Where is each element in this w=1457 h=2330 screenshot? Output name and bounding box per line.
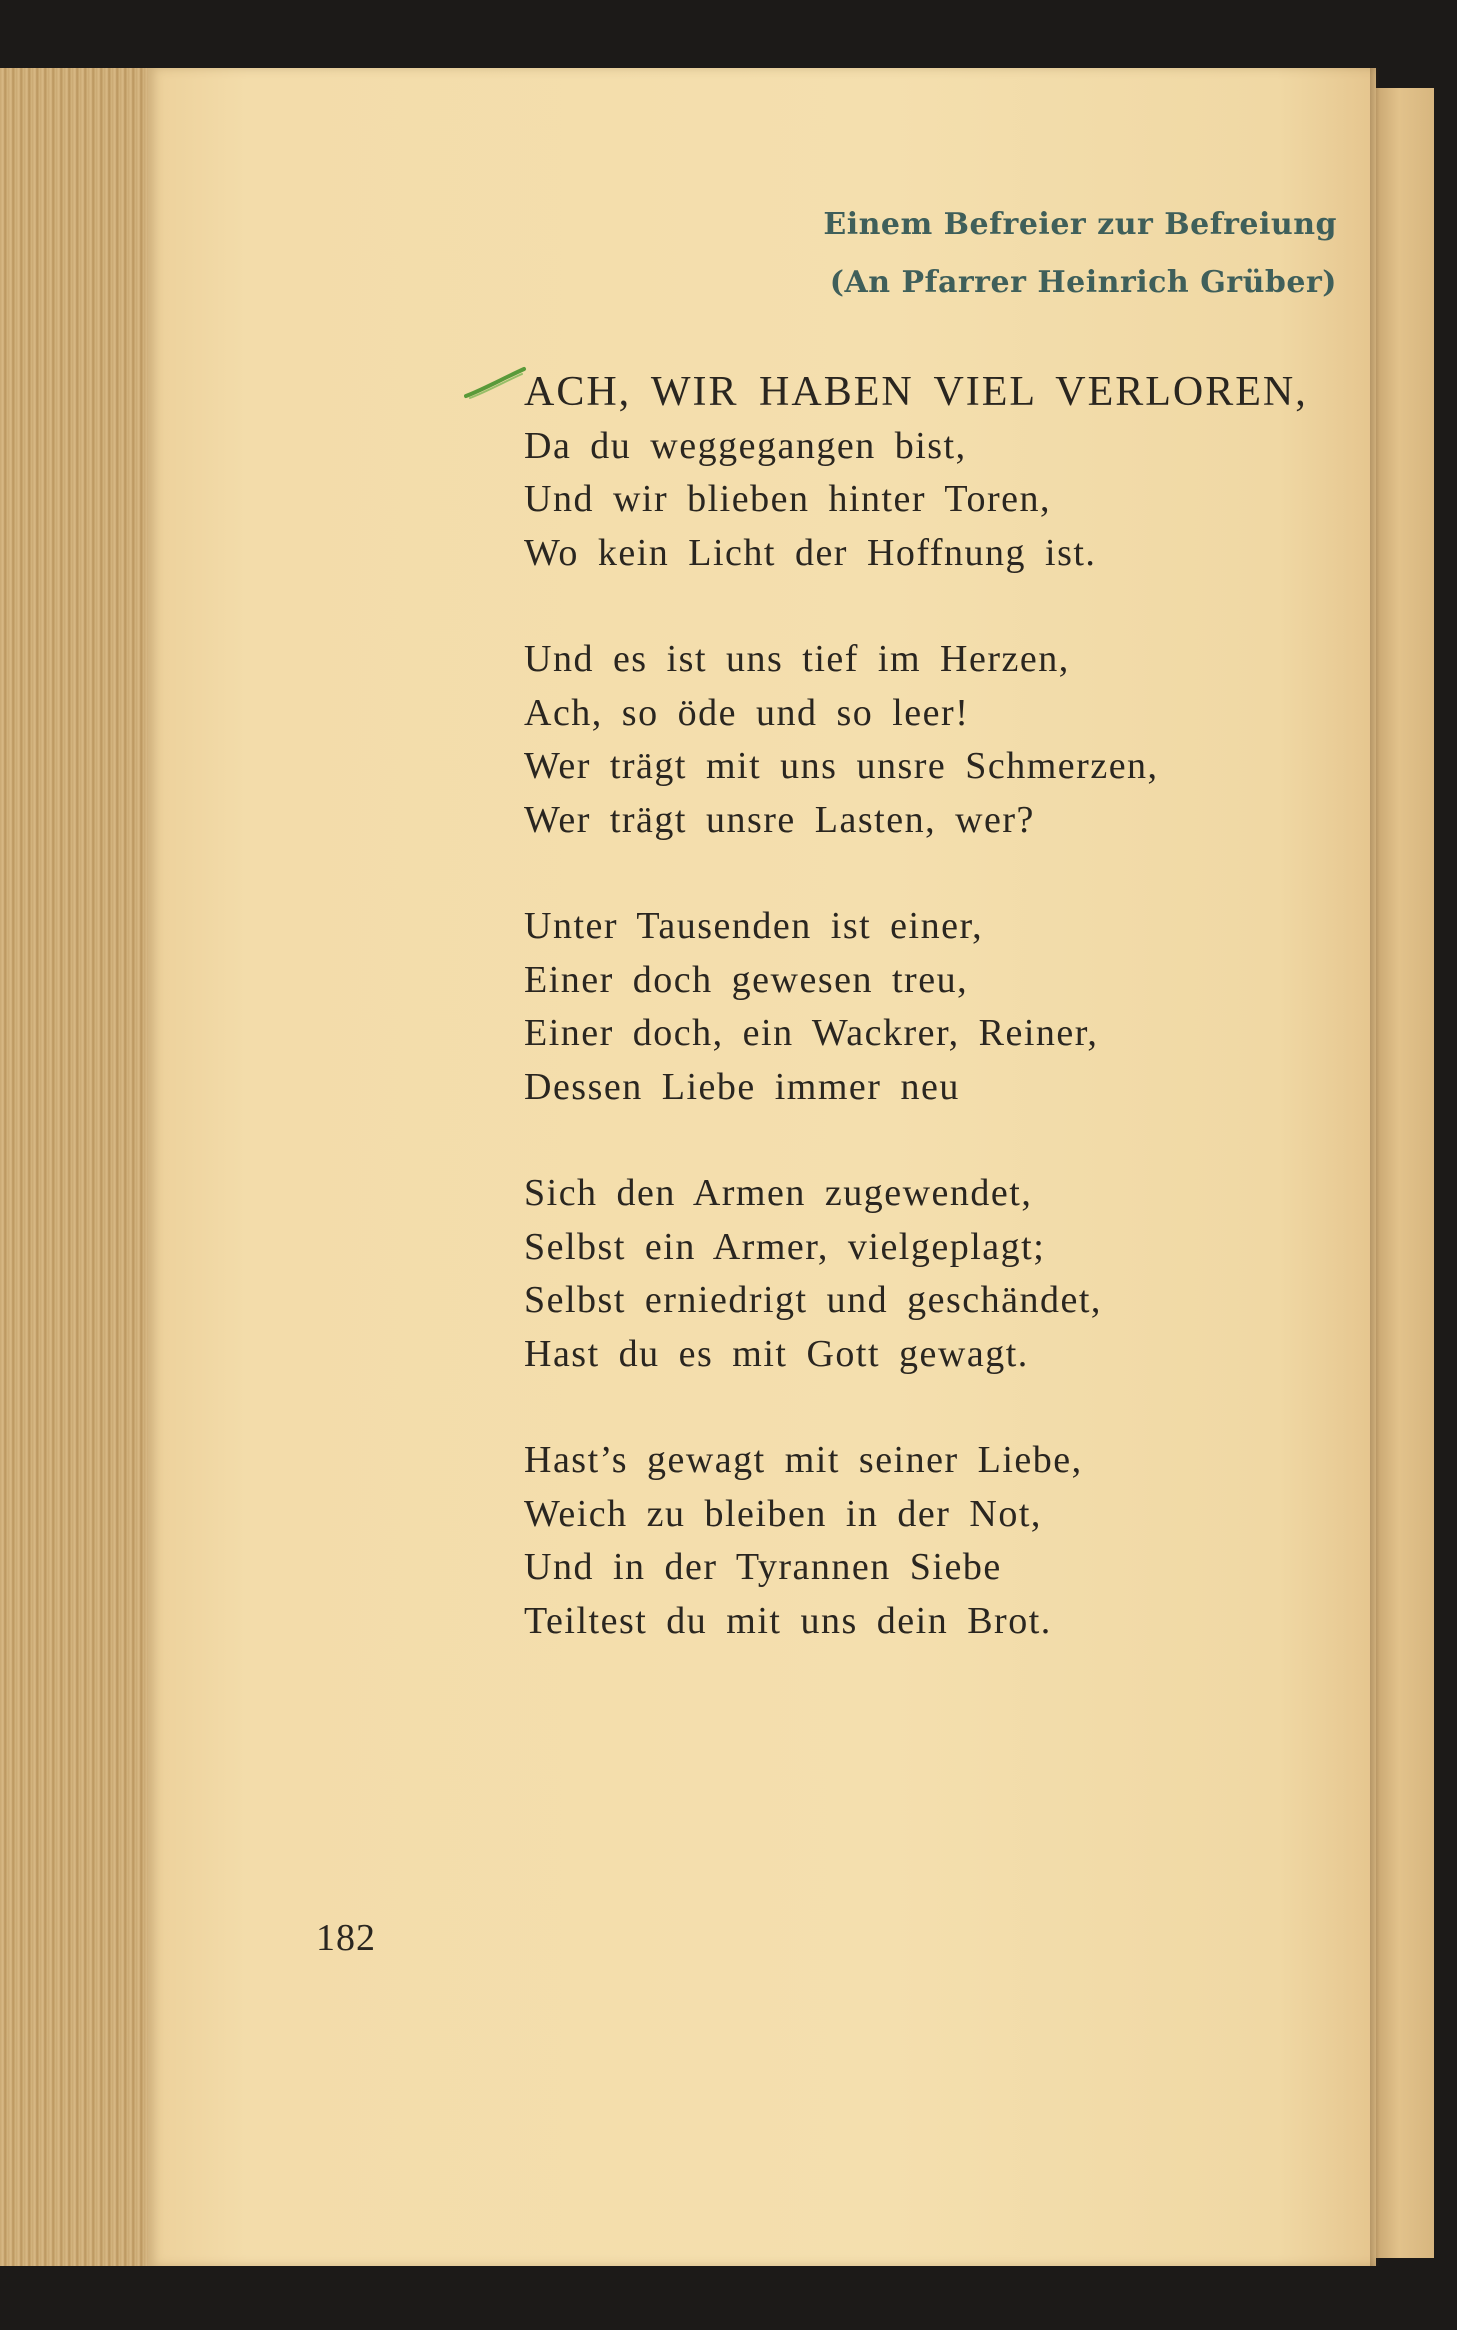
poem-line: Da du weggegangen bist, xyxy=(524,424,967,467)
stanza-5 xyxy=(524,1434,1308,1648)
poem-line: Und wir blieben hinter Toren, xyxy=(524,478,1051,520)
page-edge-stack xyxy=(0,68,150,2266)
poem-line: Einer doch, ein Wackrer, Reiner, xyxy=(524,1012,1099,1054)
poem-line: Hast du es mit Gott gewagt. xyxy=(524,1332,1029,1375)
poem-line: Sich den Armen zugewendet, xyxy=(524,1172,1033,1214)
stanza-2 xyxy=(524,633,1308,847)
poem-line: Und es ist uns tief im Herzen, xyxy=(524,638,1070,680)
poem-body xyxy=(524,366,1308,1648)
poem-line: Wo kein Licht der Hoffnung ist. xyxy=(524,531,1097,574)
green-pen-mark-icon xyxy=(464,366,528,402)
poem-line: Wer trägt unsre Lasten, wer? xyxy=(524,798,1035,841)
poem-line: Hast’s gewagt mit seiner Liebe, xyxy=(524,1439,1083,1481)
poem-dedication-header xyxy=(823,196,1337,312)
stanza-1 xyxy=(524,366,1308,580)
right-page-edge xyxy=(1376,88,1434,2258)
poem-line: Ach, so öde und so leer! xyxy=(524,691,970,734)
header-title: Einem Befreier zur Befreiung xyxy=(823,207,1337,242)
poem-line: Selbst ein Armer, vielgeplagt; xyxy=(524,1225,1046,1268)
page-fold-shadow xyxy=(1370,68,1380,2266)
stanza-3 xyxy=(524,900,1308,1114)
poem-line: Unter Tausenden ist einer, xyxy=(524,905,984,947)
poem-line: Wer trägt mit uns unsre Schmerzen, xyxy=(524,745,1159,787)
poem-line: Und in der Tyrannen Siebe xyxy=(524,1546,1002,1588)
header-subtitle: (An Pfarrer Heinrich Grüber) xyxy=(829,265,1337,300)
poem-line: Teiltest du mit uns dein Brot. xyxy=(524,1599,1052,1642)
poem-line: Weich zu bleiben in der Not, xyxy=(524,1492,1042,1535)
poem-first-line: ACH, WIR HABEN VIEL VERLOREN, xyxy=(524,369,1308,415)
page-number: 182 xyxy=(316,1917,376,1959)
poem-line: Selbst erniedrigt und geschändet, xyxy=(524,1279,1102,1321)
stanza-4 xyxy=(524,1167,1308,1381)
poem-line: Einer doch gewesen treu, xyxy=(524,958,969,1001)
poem-line: Dessen Liebe immer neu xyxy=(524,1065,960,1108)
